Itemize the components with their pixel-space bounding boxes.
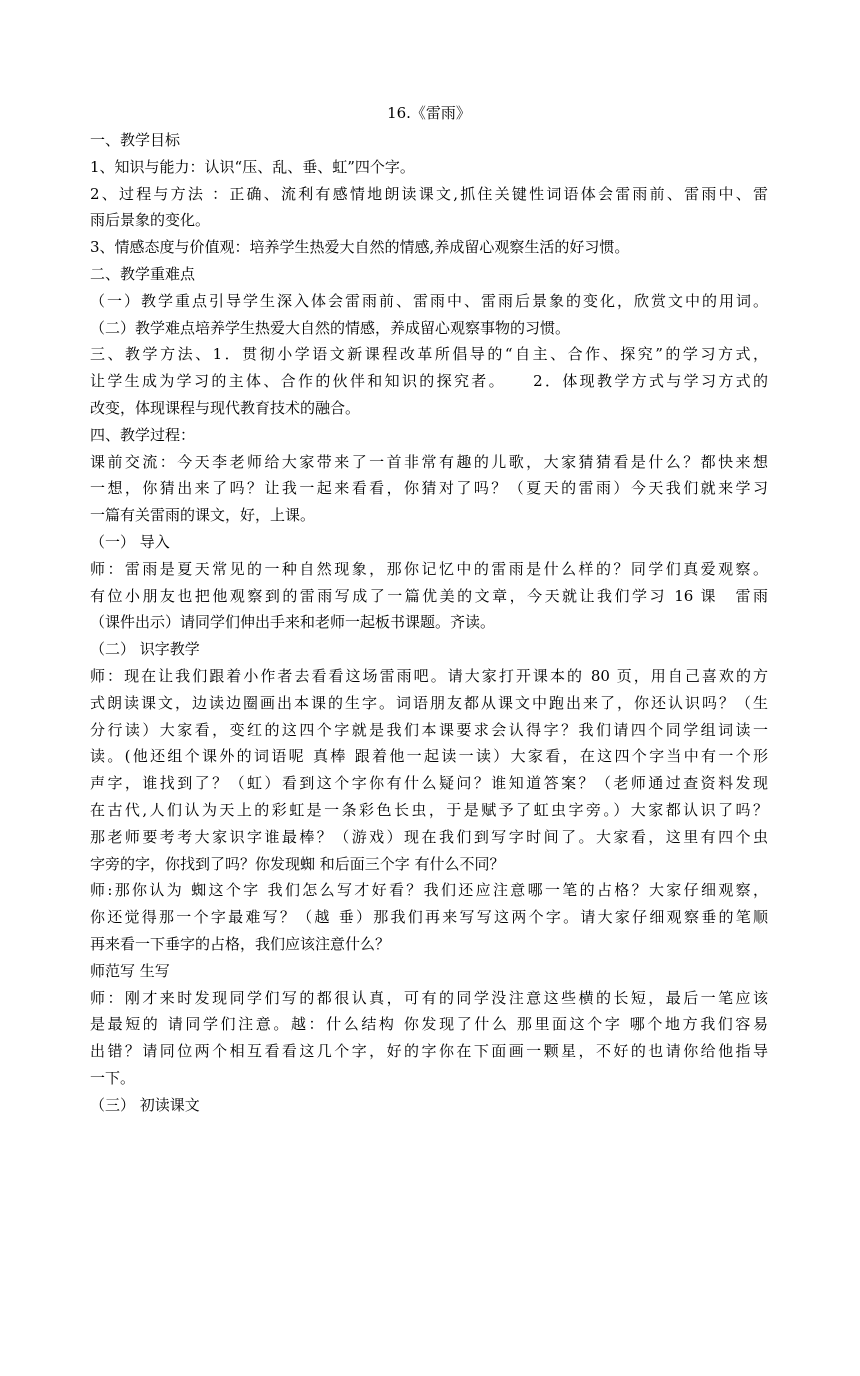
body-line: 师范写 生写: [90, 961, 170, 980]
document-body: [90, 127, 768, 1118]
body-line: 师：雷雨是夏天常见的一种自然现象，那你记忆中的雷雨是什么样的？同学们真爱观察。: [90, 559, 768, 578]
body-line: （二）教学难点培养学生热爱大自然的情感，养成留心观察事物的习惯。: [90, 318, 571, 337]
body-line: 雨后景象的变化。: [90, 211, 211, 230]
body-line: 二、教学重难点: [90, 264, 196, 283]
body-line: 师：现在让我们跟着小作者去看看这场雷雨吧。请大家打开课本的 80 页，用自己喜欢的方: [90, 666, 768, 685]
body-line: 字旁的字，你找到了吗？你发现蜘 和后面三个字 有什么不同？: [90, 854, 505, 873]
body-line: 师:那你认为 蜘这个字 我们怎么写才好看？我们还应注意哪一笔的占格？大家仔细观察，: [90, 881, 768, 900]
body-line: 四、教学过程：: [90, 425, 196, 444]
body-line: 那老师要考考大家识字谁最棒？（游戏）现在我们到写字时间了。大家看，这里有四个虫: [90, 827, 768, 846]
body-line: （一）教学重点引导学生深入体会雷雨前、雷雨中、雷雨后景象的变化，欣赏文中的用词。: [90, 291, 768, 310]
body-line: 式朗读课文，边读边圈画出本课的生字。词语朋友都从课文中跑出来了，你还认识吗？（生: [90, 693, 768, 712]
body-line: 让学生成为学习的主体、合作的伙伴和知识的探究者。 2．体现教学方式与学习方式的: [90, 372, 768, 391]
body-line: 改变，体现课程与现代教育技术的融合。: [90, 398, 361, 417]
body-line: 一下。: [90, 1068, 136, 1087]
body-line: （二） 识字教学: [90, 640, 200, 659]
body-line: 一想，你猜出来了吗？让我一起来看看，你猜对了吗？（夏天的雷雨）今天我们就来学习: [90, 479, 768, 498]
body-line: 一篇有关雷雨的课文，好，上课。: [90, 506, 316, 525]
body-line: 有位小朋友也把他观察到的雷雨写成了一篇优美的文章，今天就让我们学习 16 课 雷雨: [90, 586, 768, 605]
document-page: [90, 99, 768, 1118]
body-line: （课件出示）请同学们伸出手来和老师一起板书课题。齐读。: [90, 613, 496, 632]
body-line: 1、知识与能力：认识“压、乱、垂、虹”四个字。: [90, 157, 415, 176]
body-line: （三） 初读课文: [90, 1095, 200, 1114]
body-line: 在古代,人们认为天上的彩虹是一条彩色长虫，于是赋予了虹虫字旁。）大家都认识了吗？: [90, 800, 768, 819]
body-line: 2、过程与方法 ：正确、流利有感情地朗读课文,抓住关键性词语体会雷雨前、雷雨中、雷: [90, 184, 768, 203]
body-line: 一、教学目标: [90, 131, 181, 149]
body-line: 你还觉得那一个字最难写？（越 垂）那我们再来写写这两个字。请大家仔细观察垂的笔顺: [90, 908, 768, 927]
body-line: 课前交流：今天李老师给大家带来了一首非常有趣的儿歌，大家猜猜看是什么？都快来想: [90, 452, 768, 471]
document-title: 16.《雷雨》: [387, 104, 471, 122]
body-line: 师：刚才来时发现同学们写的都很认真，可有的同学没注意这些横的长短，最后一笔应该: [90, 988, 768, 1007]
body-line: 是最短的 请同学们注意。越：什么结构 你发现了什么 那里面这个字 哪个地方我们容易: [90, 1015, 768, 1034]
body-line: （一） 导入: [90, 532, 170, 551]
body-line: 声字，谁找到了？（虹）看到这个字你有什么疑问？谁知道答案？（老师通过查资料发现: [90, 774, 768, 793]
body-line: 再来看一下垂字的占格，我们应该注意什么？: [90, 934, 391, 953]
body-line: 读。(他还组个课外的词语呢 真棒 跟着他一起读一读）大家看，在这四个字当中有一个形: [90, 747, 768, 766]
body-line: 分行读）大家看，变红的这四个字就是我们本课要求会认得字？我们请四个同学组词读一: [90, 720, 768, 739]
body-line: 出错？请同位两个相互看看这几个字，好的字你在下面画一颗星，不好的也请你给他指导: [90, 1042, 768, 1061]
body-line: 三、教学方法、1．贯彻小学语文新课程改革所倡导的“自主、合作、探究”的学习方式，: [90, 345, 768, 364]
body-line: 3、情感态度与价值观：培养学生热爱大自然的情感,养成留心观察生活的好习惯。: [90, 238, 630, 257]
